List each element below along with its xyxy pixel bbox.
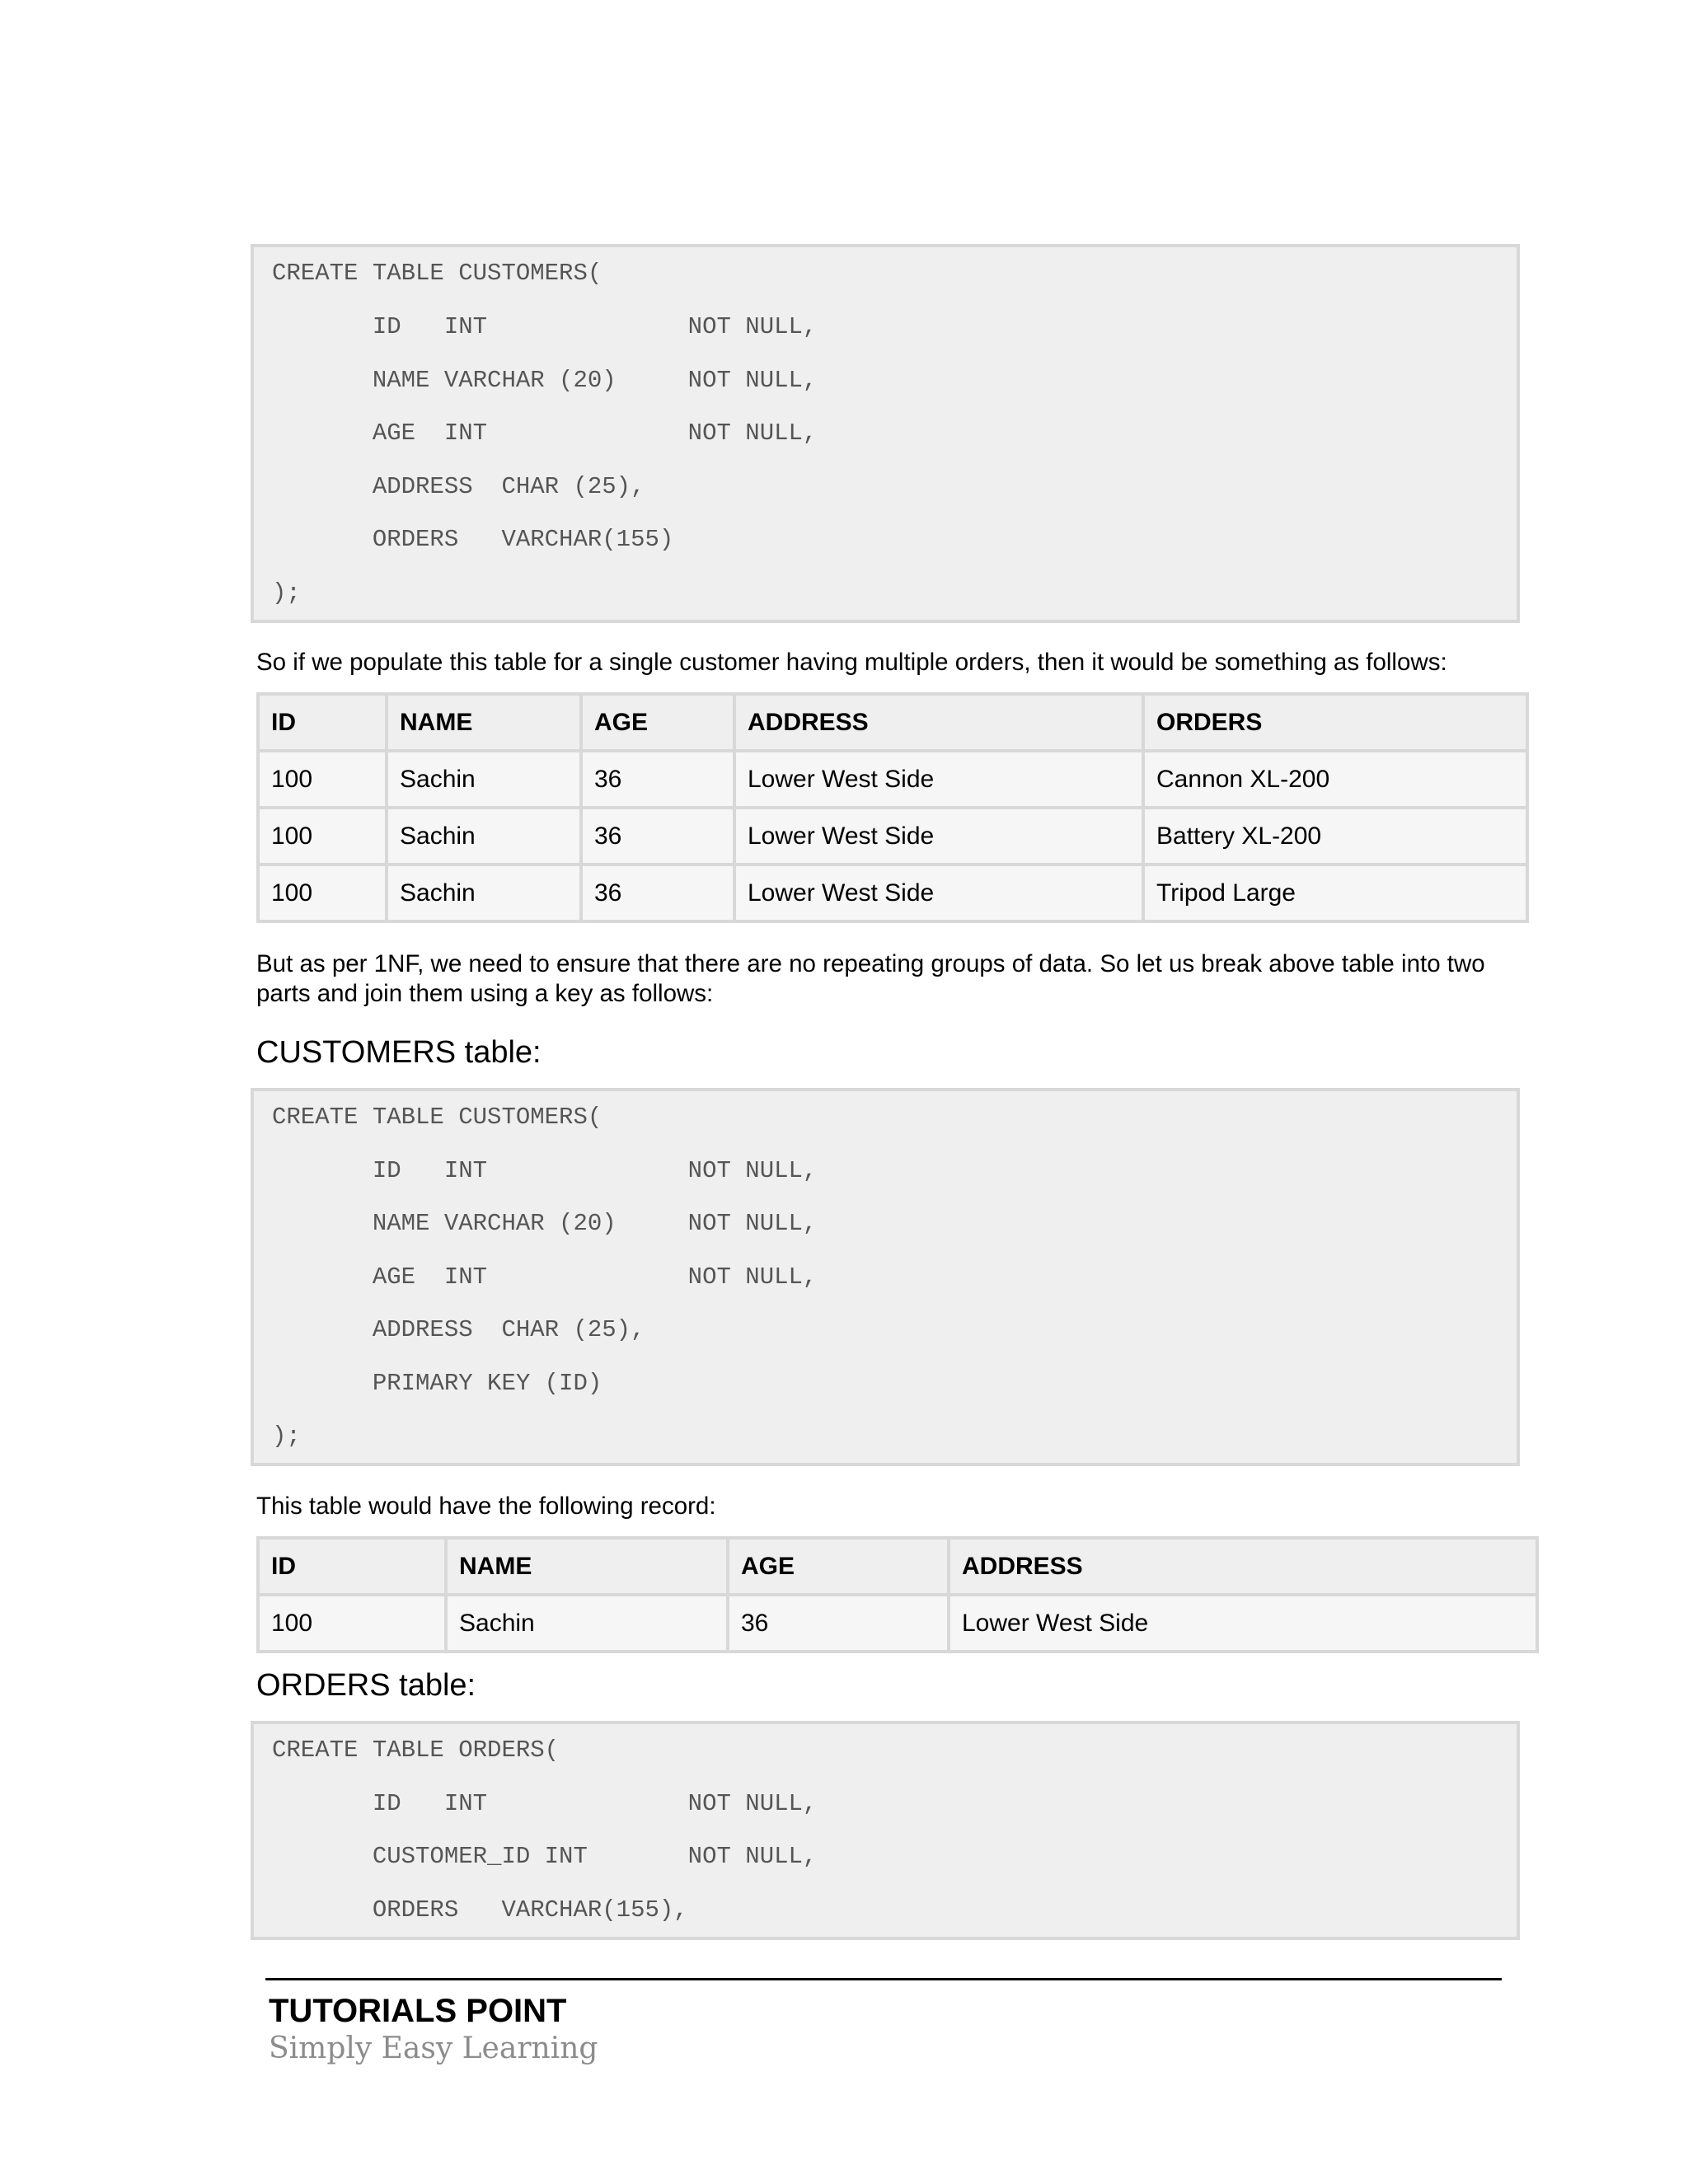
table-cell: 36 bbox=[728, 1595, 949, 1652]
table-header-row bbox=[258, 1538, 1537, 1595]
table-cell: 100 bbox=[258, 1595, 446, 1652]
code-line: ADDRESS CHAR (25), bbox=[272, 1316, 645, 1343]
paragraph-record: This table would have the following record: bbox=[256, 1493, 716, 1520]
paragraph-1nf: But as per 1NF, we need to ensure that there are no repeating groups of data. So let us break above table into two parts and join them using a key as follows: bbox=[256, 950, 1485, 1007]
footer-tagline: Simply Easy Learning bbox=[269, 2032, 598, 2065]
table-row bbox=[258, 808, 1527, 865]
column-header: ID bbox=[258, 1538, 446, 1595]
code-block-orders bbox=[251, 1721, 1520, 1940]
code-line: ID INT NOT NULL, bbox=[272, 313, 818, 340]
table-cell: Lower West Side bbox=[734, 865, 1143, 921]
column-header: NAME bbox=[446, 1538, 728, 1595]
table-cell: 100 bbox=[258, 865, 387, 921]
code-line: AGE INT NOT NULL, bbox=[272, 419, 818, 447]
code-line: ID INT NOT NULL, bbox=[272, 1790, 818, 1817]
table-cell: Cannon XL-200 bbox=[1143, 751, 1527, 808]
customers-record-table bbox=[256, 1536, 1539, 1653]
column-header: ID bbox=[258, 694, 387, 751]
table-cell: 100 bbox=[258, 808, 387, 865]
table-row bbox=[258, 865, 1527, 921]
column-header: ADDRESS bbox=[734, 694, 1143, 751]
footer-divider bbox=[265, 1978, 1502, 1980]
code-line: PRIMARY KEY (ID) bbox=[272, 1370, 603, 1397]
orders-repeating-table bbox=[256, 692, 1529, 923]
code-line: ); bbox=[272, 579, 301, 607]
table-cell: Lower West Side bbox=[734, 808, 1143, 865]
table-cell: 36 bbox=[581, 808, 734, 865]
table-cell: Sachin bbox=[387, 751, 581, 808]
code-line: CREATE TABLE CUSTOMERS( bbox=[272, 260, 603, 287]
table-header-row bbox=[258, 694, 1527, 751]
code-line: CREATE TABLE CUSTOMERS( bbox=[272, 1104, 603, 1131]
column-header: NAME bbox=[387, 694, 581, 751]
code-line: ); bbox=[272, 1422, 301, 1450]
code-line: CREATE TABLE ORDERS( bbox=[272, 1736, 560, 1764]
code-line: ADDRESS CHAR (25), bbox=[272, 473, 645, 500]
heading-customers-table: CUSTOMERS table: bbox=[256, 1035, 542, 1070]
table-cell: 36 bbox=[581, 865, 734, 921]
code-line: ORDERS VARCHAR(155) bbox=[272, 526, 674, 553]
code-line: NAME VARCHAR (20) NOT NULL, bbox=[272, 1210, 818, 1237]
code-line: ID INT NOT NULL, bbox=[272, 1157, 818, 1184]
table-cell: 36 bbox=[581, 751, 734, 808]
paragraph-intro: So if we populate this table for a single customer having multiple orders, then it would be something as follows: bbox=[256, 649, 1447, 676]
table-cell: Sachin bbox=[446, 1595, 728, 1652]
code-line: ORDERS VARCHAR(155), bbox=[272, 1896, 688, 1924]
table-cell: Lower West Side bbox=[949, 1595, 1537, 1652]
code-line: CUSTOMER_ID INT NOT NULL, bbox=[272, 1843, 818, 1870]
table-cell: Sachin bbox=[387, 865, 581, 921]
table-row bbox=[258, 1595, 1537, 1652]
heading-orders-table: ORDERS table: bbox=[256, 1668, 476, 1703]
column-header: ADDRESS bbox=[949, 1538, 1537, 1595]
table-cell: Sachin bbox=[387, 808, 581, 865]
footer-brand: TUTORIALS POINT bbox=[269, 1993, 567, 2029]
table-cell: Battery XL-200 bbox=[1143, 808, 1527, 865]
table-cell: Tripod Large bbox=[1143, 865, 1527, 921]
table-row bbox=[258, 751, 1527, 808]
code-block-customers bbox=[251, 1088, 1520, 1466]
code-line: AGE INT NOT NULL, bbox=[272, 1263, 818, 1291]
table-cell: Lower West Side bbox=[734, 751, 1143, 808]
code-line: NAME VARCHAR (20) NOT NULL, bbox=[272, 367, 818, 394]
code-block-customers-original bbox=[251, 244, 1520, 623]
column-header: AGE bbox=[728, 1538, 949, 1595]
column-header: AGE bbox=[581, 694, 734, 751]
table-cell: 100 bbox=[258, 751, 387, 808]
column-header: ORDERS bbox=[1143, 694, 1527, 751]
